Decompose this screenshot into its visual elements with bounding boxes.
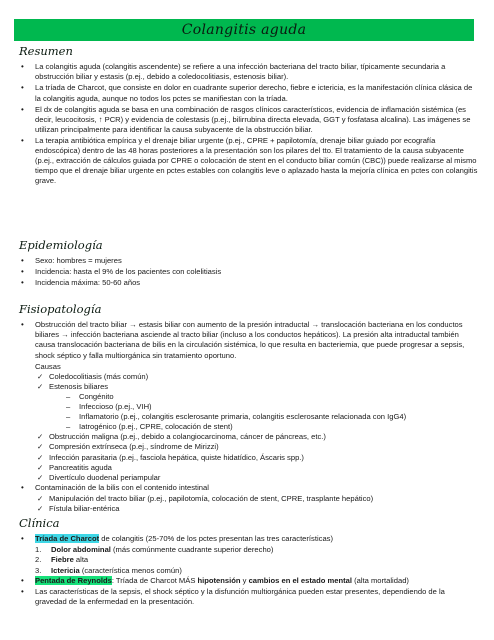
section-epidemiologia: [18, 238, 478, 290]
reynolds-highlight: Pentada de Reynolds: [35, 575, 112, 585]
reynolds-post: (alta mortalidad): [351, 575, 409, 585]
contaminacion-list: [18, 483, 478, 493]
causas-list-2: [18, 432, 478, 482]
list-item: ✓ Manipulación del tracto biliar (p.ej., papilotomía, colocación de stent, CPRE, trasplante hepático): [35, 494, 478, 504]
list-item: • Sexo: hombres = mujeres: [18, 256, 478, 266]
list-item: [18, 320, 478, 360]
reynolds-bold-2: cambios en el estado mental: [248, 575, 352, 585]
charcot-items: [18, 545, 478, 575]
list-item: – Congénito: [65, 392, 478, 402]
section-fisiopatologia: [18, 302, 478, 514]
item-bold: Fiebre: [51, 555, 74, 565]
list-item: – Infeccioso (p.ej., VIH): [65, 402, 478, 412]
causas-list: [18, 372, 478, 392]
reynolds-mid: y: [240, 575, 249, 585]
section-heading-resumen: Resumen: [19, 44, 73, 58]
list-item: • Las características de la sepsis, el shock séptico y la disfunción multiorgánica pueden estar presentes, dependiendo de la gravedad de la enfermedad en la presentación.: [18, 587, 478, 607]
item-number: 2.: [35, 555, 42, 565]
list-item: • Incidencia: hasta el 9% de los pacientes con colelitiasis: [18, 267, 478, 277]
list-item: ✓ Obstrucción maligna (p.ej., debido a colangiocarcinoma, cáncer de páncreas, etc.): [35, 432, 478, 442]
fisiopatologia-main: Obstrucción del tracto biliar → estasis biliar con aumento de la presión intraductal → translocación bacteriana en los conductos biliares → infección bacteriana asciende al tracto biliar (incluso a los conductos hepáticos). La presión alta intraductal también causa translocación bacteriana de bilis en la circulación sistémica, lo que resulta en bacteriemia, que puede progresar a sepsis, shock séptico y falla multiorgánica sin tratamiento oportuno.: [35, 320, 465, 360]
section-heading-fisiopatologia: Fisiopatología: [19, 302, 102, 316]
list-item: ✓ Compresión extrínseca (p.ej., síndrome de Mirizzi): [35, 442, 478, 452]
list-item: • La colangitis aguda (colangitis ascendente) se refiere a una infección bacteriana del tracto biliar, típicamente secundaria a obstrucción biliar y estasis (p.ej., debido a coledocolitiasis, estenosis biliar).: [18, 62, 478, 82]
list-item: • El dx de colangitis aguda se basa en una combinación de rasgos clínicos característicos, evidencia de inflamación sistémica (es decir, leucocitosis, ↑ PCR) y evidencia de colestasis (p.ej., bilirrubina directa elevada, GGT y fosfatasa alcalina). Las imágenes se utilizan principalmente para identificar la causa subyacente de la obstrucción biliar.: [18, 105, 478, 135]
clinica-list-2: [18, 576, 478, 607]
item-number: 1.: [35, 545, 42, 555]
charcot-rest: de colangitis (25-70% de los pctes presentan las tres características): [99, 534, 333, 544]
title-banner: [14, 19, 474, 41]
item-rest: (más comúnmente cuadrante superior derecho): [110, 545, 274, 555]
list-item: [18, 534, 478, 544]
clinica-list: [18, 534, 478, 544]
item-rest: alta: [73, 555, 89, 565]
list-item: [35, 555, 478, 565]
list-item: ✓ Estenosis biliares: [35, 382, 478, 392]
contaminacion-sublist: [18, 494, 478, 514]
list-item: • La tríada de Charcot, que consiste en dolor en cuadrante superior derecho, fiebre e ictericia, es la manifestación clínica clásica de la colangitis aguda, aunque no todos los pctes se manifiestan con la tríada.: [18, 83, 478, 103]
section-clinica: [18, 516, 478, 608]
charcot-highlight: Tríada de Charcot: [35, 534, 100, 544]
list-item: ✓ Divertículo duodenal periampular: [35, 473, 478, 483]
list-item: ✓ Pancreatitis aguda: [35, 463, 478, 473]
list-item: – Inflamatorio (p.ej., colangitis esclerosante primaria, colangitis esclerosante relacionada con IgG4): [65, 412, 478, 422]
item-number: 3.: [35, 565, 42, 575]
reynolds-pre: : Tríada de Charcot MÁS: [111, 575, 198, 585]
list-item: • Contaminación de la bilis con el contenido intestinal: [18, 483, 478, 493]
fisiopatologia-list: [18, 320, 478, 360]
list-item: ✓ Infección parasitaria (p.ej., fasciola hepática, quiste hidatídico, Áscaris spp.): [35, 453, 478, 463]
list-item: – Iatrogénico (p.ej., CPRE, colocación de stent): [65, 422, 478, 432]
reynolds-bold-1: hipotensión: [197, 575, 241, 585]
item-bold: Dolor abdominal: [51, 545, 111, 555]
list-item: ✓ Coledocolitiasis (más común): [35, 372, 478, 382]
item-bold: Ictericia: [51, 565, 80, 575]
section-heading-clinica: Clínica: [19, 516, 60, 530]
causas-label: Causas: [35, 361, 61, 371]
estenosis-list: [18, 392, 478, 432]
resumen-list: [18, 62, 478, 186]
list-item: • Incidencia máxima: 50-60 años: [18, 278, 478, 288]
list-item: [35, 545, 478, 555]
epidemiologia-list: [18, 256, 478, 288]
list-item: ✓ Fístula biliar-entérica: [35, 504, 478, 514]
section-resumen: [18, 44, 478, 187]
list-item: [35, 566, 478, 576]
section-heading-epidemiologia: Epidemiología: [19, 238, 103, 252]
page-title: Colangitis aguda: [181, 21, 307, 38]
list-item: [18, 576, 478, 586]
item-rest: (característica menos común): [79, 565, 182, 575]
list-item: • La terapia antibiótica empírica y el drenaje biliar urgente (p.ej., CPRE + papilotomía, drenaje biliar guiado por ecografía endoscópica) dentro de las 48 horas posteriores a la presentación son los pilares del tto. El tratamiento de la causa subyacente (p.ej., extracción de cálculos guiada por CPRE o colocación de stent en el conducto biliar común (CBC)) puede realizarse al mismo tiempo que el drenaje biliar urgente en pctes estables con colangitis leve o aplazado hasta la mejoría clínica en pctes con colangitis grave.: [18, 136, 478, 186]
